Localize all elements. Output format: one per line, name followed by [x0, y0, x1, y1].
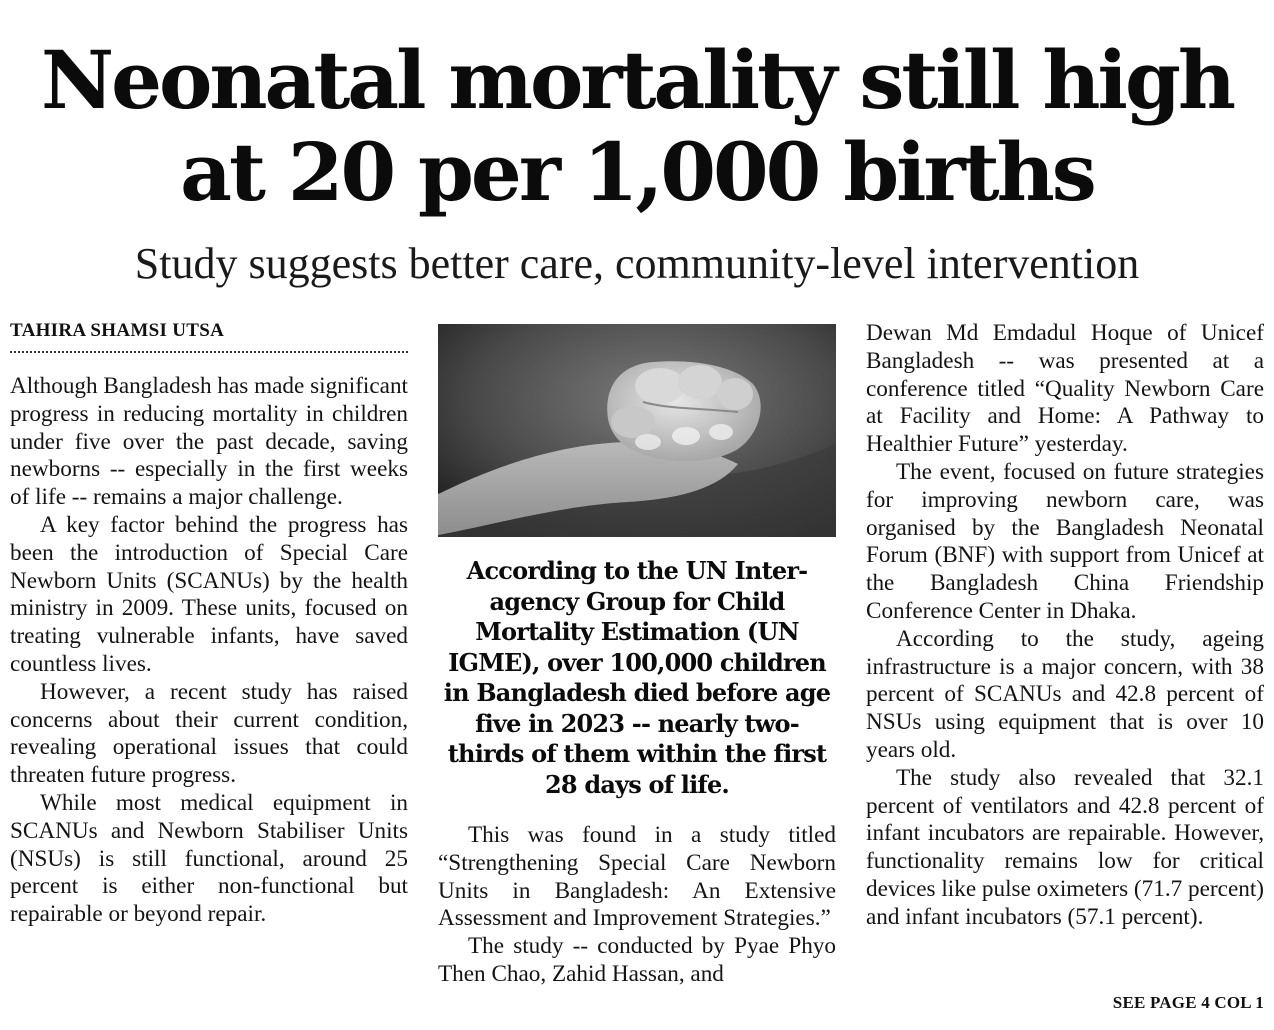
headline-line-2: at 20 per 1,000 births: [180, 125, 1094, 219]
pull-quote: According to the UN Inter-agency Group for Child Mortality Estimation (UN IGME), over 100,000 children in Bangladesh died before age five in 2023 -- nearly two-thirds of them within the first 28 days of life.: [443, 556, 831, 799]
paragraph: This was found in a study titled “Strengthening Special Care Newborn Units in Bangladesh: An Extensive Assessment and Improvement Strategies.”: [438, 822, 836, 932]
paragraph: The event, focused on future strategies for improving newborn care, was organised by the Bangladesh Neonatal Forum (BNF) with support from Unicef at the Bangladesh China Friendship Conference Center in Dhaka.: [866, 458, 1264, 624]
paragraph: However, a recent study has raised concerns about their current condition, revealing operational issues that could threaten future progress.: [10, 678, 408, 789]
baby-hand-photo: [438, 324, 836, 537]
paragraph: While most medical equipment in SCANUs and Newborn Stabiliser Units (NSUs) is still functional, around 25 percent is either non-functional but repairable or beyond repair.: [10, 789, 408, 928]
paragraph: The study -- conducted by Pyae Phyo Then Chao, Zahid Hassan, and: [438, 933, 836, 987]
byline: TAHIRA SHAMSI UTSA: [10, 320, 408, 353]
paragraph: According to the study, ageing infrastructure is a major concern, with 38 percent of SCANUs and 42.8 percent of NSUs using equipment that is over 10 years old.: [866, 625, 1264, 763]
subheadline: Study suggests better care, community-level intervention: [134, 239, 1140, 288]
paragraph: A key factor behind the progress has been the introduction of Special Care Newborn Units (SCANUs) by the health ministry in 2009. These units, focused on treating vulnerable infants, have saved countless lives.: [10, 511, 408, 677]
continuation-jump-line[interactable]: SEE PAGE 4 COL 1: [1112, 993, 1264, 1012]
paragraph: Dewan Md Emdadul Hoque of Unicef Bangladesh -- was presented at a conference titled “Quality Newborn Care at Facility and Home: A Pathway to Healthier Future” yesterday.: [866, 320, 1264, 458]
paragraph: The study also revealed that 32.1 percent of ventilators and 42.8 percent of infant incubators are repairable. However, functionality remains low for critical devices like pulse oximeters (71.7 percent) and infant incubators (57.1 percent).: [866, 764, 1264, 930]
headline: [0, 34, 1274, 218]
article-column-2: [438, 822, 836, 989]
baby-hand-image: [438, 324, 836, 537]
paragraph: Although Bangladesh has made significant progress in reducing mortality in children under five over the past decade, saving newborns -- especially in the first weeks of life -- remains a major challenge.: [10, 373, 408, 511]
headline-line-1: Neonatal mortality still high: [40, 33, 1234, 127]
article-column-1: [10, 373, 408, 929]
article-column-3: [866, 320, 1264, 932]
